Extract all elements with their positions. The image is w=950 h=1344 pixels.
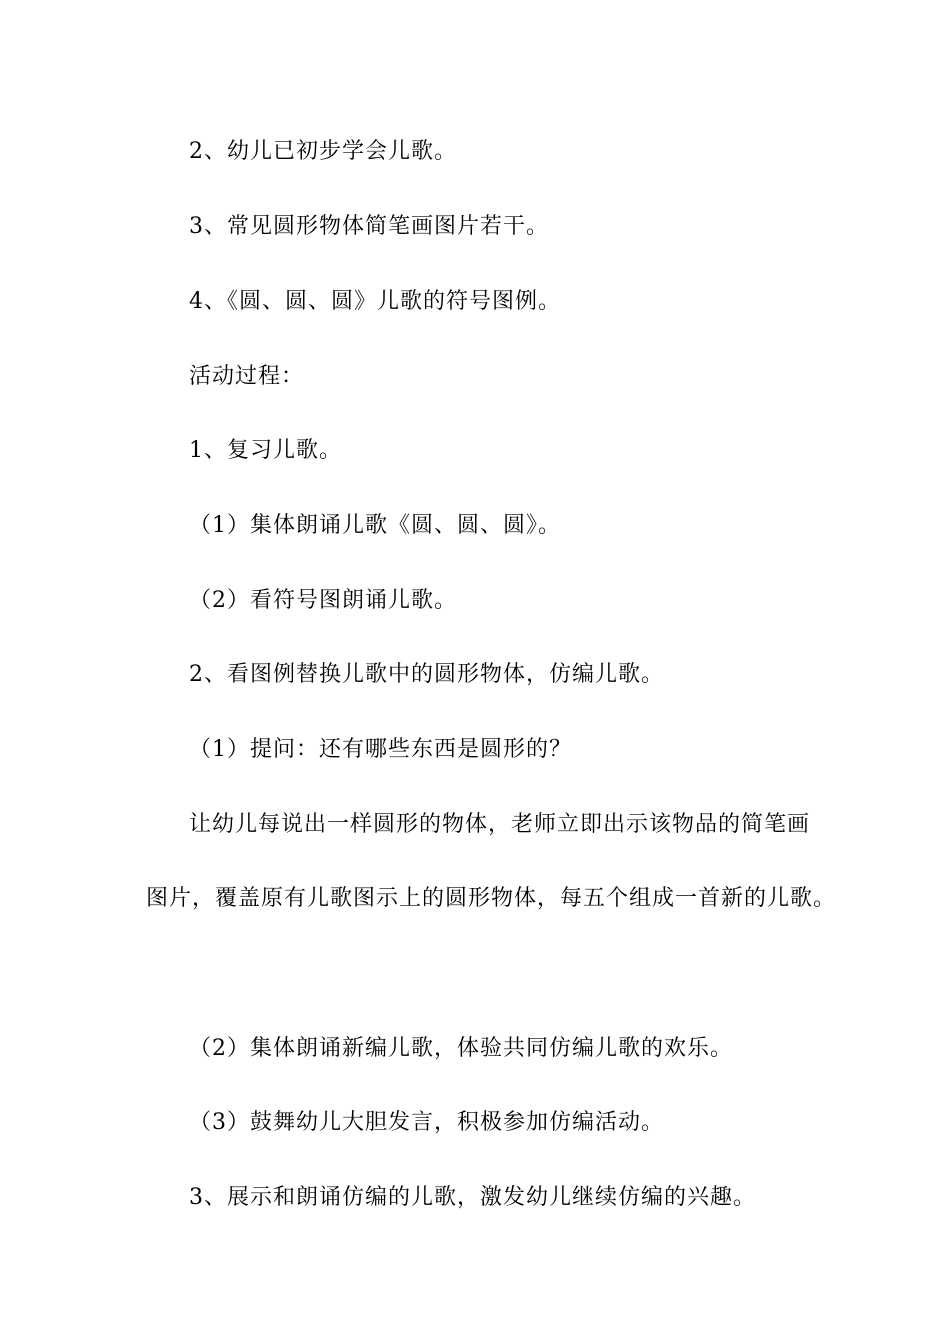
step-1-heading: 1、复习儿歌。 (189, 438, 342, 463)
step-2-substep-1: （1）提问：还有哪些东西是圆形的？ (189, 737, 572, 762)
step-2-substep-2: （2）集体朗诵新编儿歌，体验共同仿编儿歌的欢乐。 (189, 1036, 733, 1061)
list-item-materials-4: 4、《圆、圆、圆》儿歌的符号图例。 (189, 289, 561, 314)
list-item-materials-2: 2、幼儿已初步学会儿歌。 (189, 139, 457, 164)
paragraph-line-1: 让幼儿每说出一样圆形的物体，老师立即出示该物品的简笔画 (189, 812, 811, 837)
step-2-heading: 2、看图例替换儿歌中的圆形物体，仿编儿歌。 (189, 662, 664, 687)
step-1-substep-1: （1）集体朗诵儿歌《圆、圆、圆》。 (189, 513, 561, 538)
step-1-substep-2: （2）看符号图朗诵儿歌。 (189, 588, 457, 613)
step-3-heading: 3、展示和朗诵仿编的儿歌，激发幼儿继续仿编的兴趣。 (189, 1185, 756, 1210)
list-item-materials-3: 3、常见圆形物体简笔画图片若干。 (189, 214, 549, 239)
step-2-substep-3: （3）鼓舞幼儿大胆发言，积极参加仿编活动。 (189, 1110, 664, 1135)
section-heading-activity-process: 活动过程： (189, 364, 305, 389)
paragraph-line-2: 图片，覆盖原有儿歌图示上的圆形物体，每五个组成一首新的儿歌。 (146, 886, 837, 911)
